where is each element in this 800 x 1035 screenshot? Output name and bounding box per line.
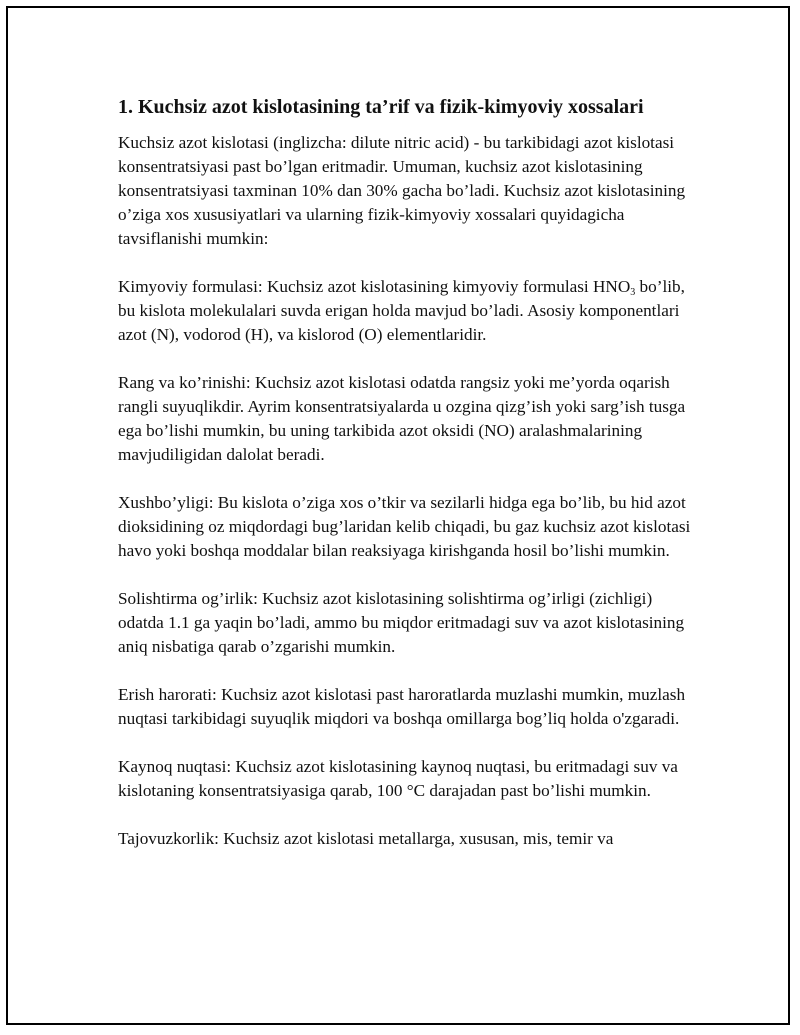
paragraph-density: Solishtirma og’irlik: Kuchsiz azot kislotasining solishtirma og’irligi (zichligi) odatda 1.1 ga yaqin bo’ladi, ammo bu miqdor eritmadagi suv va azot kislotasining aniq nisbatiga qarab o’zgarishi mumkin. (118, 589, 685, 656)
document-body (118, 94, 698, 875)
paragraph-smell: Xushbo’yligi: Bu kislota o’ziga xos o’tkir va sezilarli hidga ega bo’lib, bu hid azot dioksidining oz miqdordagi bug’laridan kelib chiqadi, bu gaz kuchsiz azot kislotasi havo yoki boshqa moddalar bilan reaksiyaga kirishganda hosil bo’lishi mumkin. (118, 493, 691, 560)
paragraph-color: Rang va ko’rinishi: Kuchsiz azot kislotasi odatda rangsiz yoki me’yorda oqarish rangli suyuqlikdir. Ayrim konsentratsiyalarda u ozgina qizg’ish yoki sarg’ish tusga ega bo’lishi mumkin, bu uning tarkibida azot oksidi (NO) aralashmalarining mavjudiligidan dalolat beradi. (118, 373, 686, 464)
paragraph-corrosiveness: Tajovuzkorlik: Kuchsiz azot kislotasi metallarga, xususan, mis, temir va (118, 829, 614, 848)
paragraph-melting-point: Erish harorati: Kuchsiz azot kislotasi past haroratlarda muzlashi mumkin, muzlash nuqtasi tarkibidagi suyuqlik miqdori va boshqa omillarga bog’liq holda o'zgaradi. (118, 685, 686, 728)
formula-text-after: bo’lib, bu kislota molekulalari suvda erigan holda mavjud bo’ladi. Asosiy komponentlari azot (N), vodorod (H), va kislorod (O) elementlaridir. (118, 277, 685, 344)
paragraph-intro: Kuchsiz azot kislotasi (inglizcha: dilute nitric acid) - bu tarkibidagi azot kislotasi konsentratsiyasi past bo’lgan eritmadir. Umuman, kuchsiz azot kislotasining konsentratsiyasi taxminan 10% dan 30% gacha bo’ladi. Kuchsiz azot kislotasining o’ziga xos xususiyatlari va ularning fizik-kimyoviy xossalari quyidagicha tavsiflanishi mumkin: (118, 133, 686, 248)
formula-subscript: 3 (630, 287, 636, 298)
paragraph-boiling-point: Kaynoq nuqtasi: Kuchsiz azot kislotasining kaynoq nuqtasi, bu eritmadagi suv va kislotaning konsentratsiyasiga qarab, 100 °C darajadan past bo’lishi mumkin. (118, 757, 678, 800)
formula-text-before: Kimyoviy formulasi: Kuchsiz azot kislotasining kimyoviy formulasi HNO (118, 277, 631, 296)
section-heading: 1. Kuchsiz azot kislotasining ta’rif va fizik-kimyoviy xossalari (118, 96, 644, 118)
paragraph-chemical-formula (118, 275, 698, 347)
